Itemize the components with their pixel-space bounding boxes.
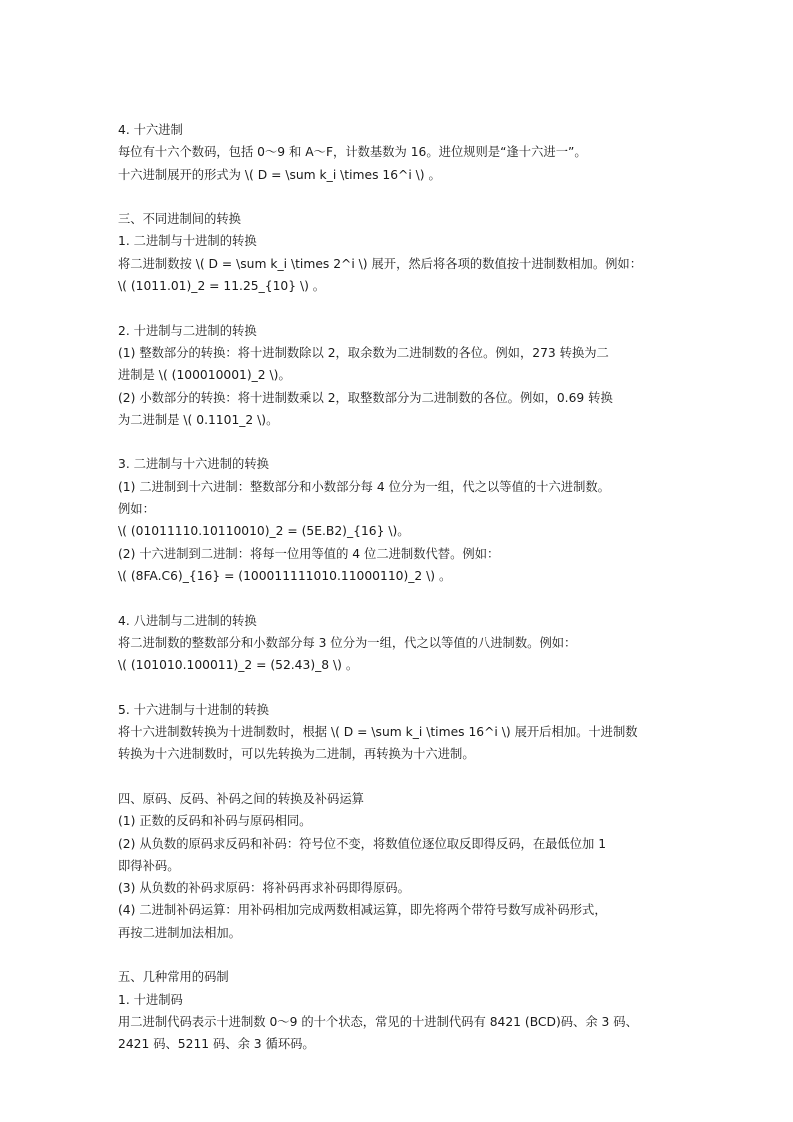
paragraph-gap (118, 431, 683, 453)
text-line: (2) 从负数的原码求反码和补码：符号位不变，将数值位逐位取反即得反码，在最低位加 1 (118, 836, 607, 851)
text-line: (1) 整数部分的转换：将十进制数除以 2，取余数为二进制数的各位。例如，273 转换为二 (118, 345, 609, 360)
text-line: \( (1011.01)_2 = 11.25_{10} \) 。 (118, 279, 326, 294)
paragraph-gap (118, 297, 683, 319)
text-line: 将十六进制数转换为十进制数时，根据 \( D = \sum k_i \times 16^i \) 展开后相加。十进制数 (118, 725, 638, 740)
paragraph-gap (118, 944, 683, 966)
text-line: (2) 十六进制到二进制：将每一位用等值的 4 位二进制数代替。例如： (118, 546, 500, 561)
text-line: 4. 十六进制 (118, 123, 183, 137)
text-line: 2. 十进制与二进制的转换 (118, 323, 257, 338)
text-line: 再按二进制加法相加。 (118, 925, 241, 940)
text-line: (3) 从负数的补码求原码：将补码再求补码即得原码。 (118, 881, 410, 896)
paragraph-gap (118, 587, 683, 609)
text-line: \( (101010.100011)_2 = (52.43)_8 \) 。 (118, 658, 359, 673)
text-line: \( (01011110.10110010)_2 = (5E.B2)_{16} \)。 (118, 524, 410, 539)
text-line: 四、原码、反码、补码之间的转换及补码运算 (118, 791, 364, 806)
text-line: (2) 小数部分的转换：将十进制数乘以 2，取整数部分为二进制数的各位。例如，0.69 转换 (118, 390, 613, 405)
text-line: 将二进制数的整数部分和小数部分每 3 位分为一组，代之以等值的八进制数。例如： (118, 635, 577, 650)
text-line: 转换为十六进制数时，可以先转换为二进制，再转换为十六进制。 (118, 747, 475, 762)
text-line: 1. 十进制码 (118, 992, 183, 1007)
text-line: 5. 十六进制与十进制的转换 (118, 702, 269, 717)
text-line: 2421 码、5211 码、余 3 循环码。 (118, 1037, 315, 1052)
text-line: (4) 二进制补码运算：用补码相加完成两数相减运算，即先将两个带符号数写成补码形式， (118, 903, 607, 918)
text-line: (1) 正数的反码和补码与原码相同。 (118, 814, 312, 829)
text-line: 例如： (118, 502, 155, 517)
text-line: 每位有十六个数码，包括 0～9 和 A～F，计数基数为 16。进位规则是“逢十六进一”。 (118, 145, 587, 160)
text-line: 即得补码。 (118, 858, 180, 873)
text-line: 3. 二进制与十六进制的转换 (118, 457, 269, 472)
text-line: 为二进制是 \( 0.1101_2 \)。 (118, 412, 279, 427)
text-line: 4. 八进制与二进制的转换 (118, 613, 257, 628)
text-line: \( (8FA.C6)_{16} = (100011111010.11000110)_2 \) 。 (118, 568, 452, 583)
text-line: 用二进制代码表示十进制数 0～9 的十个状态，常见的十进制代码有 8421 (BCD)码、余 3 码、 (118, 1014, 638, 1029)
text-line: 五、几种常用的码制 (118, 970, 229, 985)
document-body (118, 119, 683, 1055)
text-line: 将二进制数按 \( D = \sum k_i \times 2^i \) 展开，然后将各项的数值按十进制数相加。例如： (118, 256, 643, 271)
paragraph-gap (118, 186, 683, 208)
text-line: 进制是 \( (100010001)_2 \)。 (118, 368, 291, 383)
text-line: 十六进制展开的形式为 \( D = \sum k_i \times 16^i \) 。 (118, 167, 441, 182)
paragraph-gap (118, 676, 683, 698)
text-line: 三、不同进制间的转换 (118, 212, 241, 227)
text-line: 1. 二进制与十进制的转换 (118, 234, 257, 249)
text-line: (1) 二进制到十六进制：整数部分和小数部分每 4 位分为一组，代之以等值的十六进制数。 (118, 479, 610, 494)
paragraph-gap (118, 766, 683, 788)
